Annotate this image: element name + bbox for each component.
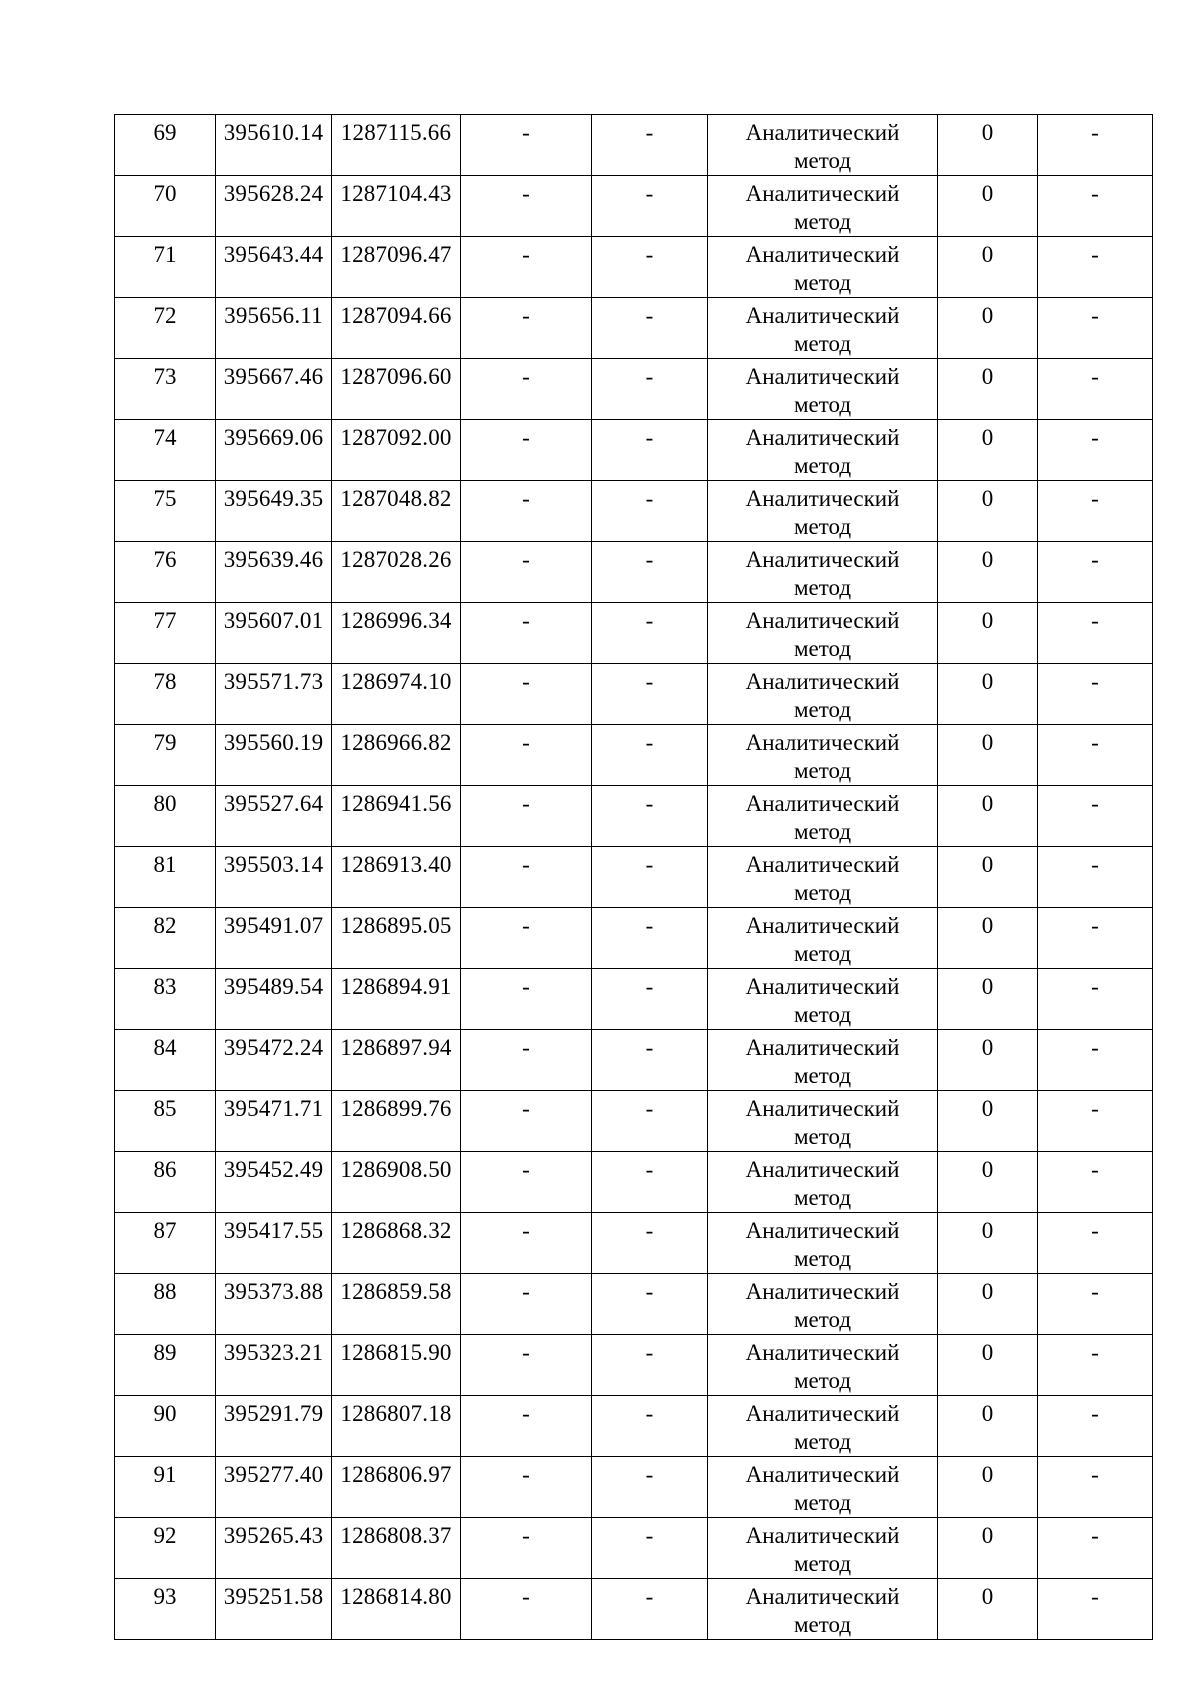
point-number-cell: 72 (115, 298, 216, 359)
point-number-cell: 90 (115, 1396, 216, 1457)
point-number-cell: 75 (115, 481, 216, 542)
dash-cell: - (461, 115, 592, 176)
dash-cell: - (461, 1152, 592, 1213)
method-line-1: Аналитический (745, 852, 900, 877)
value-cell: 0 (938, 542, 1038, 603)
dash-cell: - (1038, 359, 1153, 420)
dash-cell: - (461, 359, 592, 420)
value-cell: 0 (938, 1030, 1038, 1091)
table-row (115, 1091, 1153, 1152)
x-coordinate-cell: 395452.49 (216, 1152, 332, 1213)
dash-cell: - (592, 481, 708, 542)
dash-cell: - (461, 298, 592, 359)
method-cell (708, 1274, 938, 1335)
x-coordinate-cell: 395639.46 (216, 542, 332, 603)
method-line-1: Аналитический (745, 1462, 900, 1487)
method-line-2: метод (793, 392, 852, 417)
method-cell (708, 1396, 938, 1457)
dash-cell: - (592, 542, 708, 603)
dash-cell: - (1038, 420, 1153, 481)
dash-cell: - (592, 1335, 708, 1396)
y-coordinate-cell: 1286899.76 (332, 1091, 461, 1152)
dash-cell: - (461, 1274, 592, 1335)
method-line-2: метод (793, 1551, 852, 1576)
point-number-cell: 83 (115, 969, 216, 1030)
point-number-cell: 76 (115, 542, 216, 603)
method-line-1: Аналитический (745, 1279, 900, 1304)
point-number-cell: 86 (115, 1152, 216, 1213)
method-line-2: метод (793, 575, 852, 600)
table-row (115, 359, 1153, 420)
y-coordinate-cell: 1287028.26 (332, 542, 461, 603)
method-line-2: метод (793, 880, 852, 905)
dash-cell: - (592, 908, 708, 969)
dash-cell: - (592, 725, 708, 786)
method-line-1: Аналитический (745, 364, 900, 389)
point-number-cell: 74 (115, 420, 216, 481)
dash-cell: - (1038, 115, 1153, 176)
table-row (115, 1274, 1153, 1335)
x-coordinate-cell: 395417.55 (216, 1213, 332, 1274)
dash-cell: - (461, 603, 592, 664)
y-coordinate-cell: 1286859.58 (332, 1274, 461, 1335)
method-line-2: метод (793, 1185, 852, 1210)
x-coordinate-cell: 395628.24 (216, 176, 332, 237)
y-coordinate-cell: 1286808.37 (332, 1518, 461, 1579)
value-cell: 0 (938, 1518, 1038, 1579)
value-cell: 0 (938, 1457, 1038, 1518)
dash-cell: - (1038, 1396, 1153, 1457)
value-cell: 0 (938, 786, 1038, 847)
method-cell (708, 725, 938, 786)
dash-cell: - (592, 115, 708, 176)
method-line-1: Аналитический (745, 1035, 900, 1060)
point-number-cell: 73 (115, 359, 216, 420)
x-coordinate-cell: 395503.14 (216, 847, 332, 908)
point-number-cell: 77 (115, 603, 216, 664)
method-cell (708, 1457, 938, 1518)
dash-cell: - (461, 542, 592, 603)
dash-cell: - (592, 1152, 708, 1213)
table-row (115, 786, 1153, 847)
x-coordinate-cell: 395373.88 (216, 1274, 332, 1335)
point-number-cell: 85 (115, 1091, 216, 1152)
y-coordinate-cell: 1286996.34 (332, 603, 461, 664)
method-cell (708, 603, 938, 664)
method-line-1: Аналитический (745, 1218, 900, 1243)
value-cell: 0 (938, 420, 1038, 481)
x-coordinate-cell: 395491.07 (216, 908, 332, 969)
point-number-cell: 93 (115, 1579, 216, 1640)
dash-cell: - (592, 603, 708, 664)
method-line-2: метод (793, 1490, 852, 1515)
dash-cell: - (1038, 786, 1153, 847)
table-row (115, 176, 1153, 237)
dash-cell: - (1038, 481, 1153, 542)
method-cell (708, 1152, 938, 1213)
dash-cell: - (1038, 969, 1153, 1030)
x-coordinate-cell: 395291.79 (216, 1396, 332, 1457)
method-line-1: Аналитический (745, 181, 900, 206)
value-cell: 0 (938, 1396, 1038, 1457)
dash-cell: - (592, 420, 708, 481)
table-row (115, 1335, 1153, 1396)
dash-cell: - (461, 1396, 592, 1457)
method-line-2: метод (793, 1429, 852, 1454)
dash-cell: - (592, 359, 708, 420)
x-coordinate-cell: 395669.06 (216, 420, 332, 481)
dash-cell: - (461, 1091, 592, 1152)
dash-cell: - (1038, 908, 1153, 969)
value-cell: 0 (938, 115, 1038, 176)
method-line-2: метод (793, 1002, 852, 1027)
table-row (115, 1030, 1153, 1091)
dash-cell: - (461, 664, 592, 725)
y-coordinate-cell: 1286868.32 (332, 1213, 461, 1274)
method-cell (708, 359, 938, 420)
point-number-cell: 89 (115, 1335, 216, 1396)
dash-cell: - (461, 786, 592, 847)
method-line-1: Аналитический (745, 547, 900, 572)
dash-cell: - (1038, 237, 1153, 298)
table-row (115, 1213, 1153, 1274)
x-coordinate-cell: 395571.73 (216, 664, 332, 725)
x-coordinate-cell: 395643.44 (216, 237, 332, 298)
point-number-cell: 70 (115, 176, 216, 237)
method-line-2: метод (793, 1612, 852, 1637)
table-row (115, 1518, 1153, 1579)
value-cell: 0 (938, 847, 1038, 908)
value-cell: 0 (938, 1213, 1038, 1274)
dash-cell: - (592, 237, 708, 298)
method-line-2: метод (793, 453, 852, 478)
value-cell: 0 (938, 1579, 1038, 1640)
method-cell (708, 847, 938, 908)
y-coordinate-cell: 1287096.60 (332, 359, 461, 420)
method-line-1: Аналитический (745, 486, 900, 511)
y-coordinate-cell: 1286897.94 (332, 1030, 461, 1091)
x-coordinate-cell: 395560.19 (216, 725, 332, 786)
point-number-cell: 82 (115, 908, 216, 969)
table-row (115, 908, 1153, 969)
method-cell (708, 664, 938, 725)
method-line-1: Аналитический (745, 730, 900, 755)
y-coordinate-cell: 1286966.82 (332, 725, 461, 786)
dash-cell: - (592, 847, 708, 908)
method-cell (708, 1213, 938, 1274)
y-coordinate-cell: 1287048.82 (332, 481, 461, 542)
method-cell (708, 298, 938, 359)
x-coordinate-cell: 395649.35 (216, 481, 332, 542)
method-line-2: метод (793, 331, 852, 356)
method-line-2: метод (793, 697, 852, 722)
y-coordinate-cell: 1287092.00 (332, 420, 461, 481)
method-line-2: метод (793, 1124, 852, 1149)
dash-cell: - (1038, 1579, 1153, 1640)
x-coordinate-cell: 395527.64 (216, 786, 332, 847)
dash-cell: - (1038, 1457, 1153, 1518)
point-number-cell: 69 (115, 115, 216, 176)
value-cell: 0 (938, 298, 1038, 359)
method-line-2: метод (793, 514, 852, 539)
dash-cell: - (1038, 1152, 1153, 1213)
table-row (115, 847, 1153, 908)
method-line-1: Аналитический (745, 913, 900, 938)
dash-cell: - (461, 908, 592, 969)
x-coordinate-cell: 395323.21 (216, 1335, 332, 1396)
dash-cell: - (592, 1396, 708, 1457)
point-number-cell: 87 (115, 1213, 216, 1274)
method-line-1: Аналитический (745, 120, 900, 145)
y-coordinate-cell: 1286974.10 (332, 664, 461, 725)
method-cell (708, 908, 938, 969)
x-coordinate-cell: 395471.71 (216, 1091, 332, 1152)
dash-cell: - (1038, 298, 1153, 359)
dash-cell: - (1038, 1518, 1153, 1579)
method-cell (708, 481, 938, 542)
y-coordinate-cell: 1286913.40 (332, 847, 461, 908)
x-coordinate-cell: 395472.24 (216, 1030, 332, 1091)
dash-cell: - (1038, 542, 1153, 603)
dash-cell: - (1038, 1030, 1153, 1091)
dash-cell: - (592, 1274, 708, 1335)
point-number-cell: 91 (115, 1457, 216, 1518)
dash-cell: - (1038, 176, 1153, 237)
method-line-1: Аналитический (745, 1584, 900, 1609)
dash-cell: - (1038, 1335, 1153, 1396)
dash-cell: - (461, 1457, 592, 1518)
dash-cell: - (1038, 1091, 1153, 1152)
dash-cell: - (592, 298, 708, 359)
method-line-2: метод (793, 758, 852, 783)
method-cell (708, 176, 938, 237)
table-row (115, 969, 1153, 1030)
x-coordinate-cell: 395277.40 (216, 1457, 332, 1518)
dash-cell: - (1038, 847, 1153, 908)
coordinates-table-body (115, 115, 1153, 1640)
y-coordinate-cell: 1286807.18 (332, 1396, 461, 1457)
method-line-2: метод (793, 1368, 852, 1393)
dash-cell: - (1038, 664, 1153, 725)
point-number-cell: 79 (115, 725, 216, 786)
table-row (115, 115, 1153, 176)
dash-cell: - (1038, 1274, 1153, 1335)
method-cell (708, 1030, 938, 1091)
dash-cell: - (461, 847, 592, 908)
dash-cell: - (592, 1213, 708, 1274)
dash-cell: - (461, 176, 592, 237)
method-cell (708, 1579, 938, 1640)
method-line-2: метод (793, 270, 852, 295)
value-cell: 0 (938, 1274, 1038, 1335)
value-cell: 0 (938, 176, 1038, 237)
method-line-2: метод (793, 1246, 852, 1271)
dash-cell: - (592, 1091, 708, 1152)
dash-cell: - (461, 481, 592, 542)
method-line-2: метод (793, 636, 852, 661)
table-row (115, 1579, 1153, 1640)
method-line-1: Аналитический (745, 974, 900, 999)
table-row (115, 298, 1153, 359)
table-row (115, 1152, 1153, 1213)
method-line-1: Аналитический (745, 1340, 900, 1365)
x-coordinate-cell: 395265.43 (216, 1518, 332, 1579)
table-row (115, 1396, 1153, 1457)
dash-cell: - (1038, 725, 1153, 786)
value-cell: 0 (938, 1152, 1038, 1213)
dash-cell: - (592, 1030, 708, 1091)
value-cell: 0 (938, 725, 1038, 786)
point-number-cell: 92 (115, 1518, 216, 1579)
point-number-cell: 80 (115, 786, 216, 847)
dash-cell: - (592, 1457, 708, 1518)
dash-cell: - (1038, 1213, 1153, 1274)
dash-cell: - (461, 237, 592, 298)
method-cell (708, 1518, 938, 1579)
value-cell: 0 (938, 969, 1038, 1030)
y-coordinate-cell: 1286806.97 (332, 1457, 461, 1518)
dash-cell: - (461, 969, 592, 1030)
y-coordinate-cell: 1286894.91 (332, 969, 461, 1030)
y-coordinate-cell: 1286941.56 (332, 786, 461, 847)
method-cell (708, 115, 938, 176)
point-number-cell: 71 (115, 237, 216, 298)
method-line-2: метод (793, 1307, 852, 1332)
dash-cell: - (592, 176, 708, 237)
method-cell (708, 1091, 938, 1152)
method-line-1: Аналитический (745, 608, 900, 633)
table-row (115, 237, 1153, 298)
method-cell (708, 969, 938, 1030)
method-line-1: Аналитический (745, 1157, 900, 1182)
method-line-1: Аналитический (745, 1401, 900, 1426)
dash-cell: - (461, 1030, 592, 1091)
method-line-2: метод (793, 1063, 852, 1088)
x-coordinate-cell: 395489.54 (216, 969, 332, 1030)
method-line-1: Аналитический (745, 303, 900, 328)
table-row (115, 664, 1153, 725)
y-coordinate-cell: 1286908.50 (332, 1152, 461, 1213)
method-line-1: Аналитический (745, 242, 900, 267)
dash-cell: - (461, 1213, 592, 1274)
table-row (115, 725, 1153, 786)
x-coordinate-cell: 395251.58 (216, 1579, 332, 1640)
method-cell (708, 542, 938, 603)
y-coordinate-cell: 1286895.05 (332, 908, 461, 969)
dash-cell: - (461, 420, 592, 481)
point-number-cell: 81 (115, 847, 216, 908)
method-cell (708, 237, 938, 298)
method-line-1: Аналитический (745, 425, 900, 450)
dash-cell: - (461, 1579, 592, 1640)
y-coordinate-cell: 1287115.66 (332, 115, 461, 176)
value-cell: 0 (938, 603, 1038, 664)
dash-cell: - (592, 1579, 708, 1640)
value-cell: 0 (938, 908, 1038, 969)
table-row (115, 542, 1153, 603)
table-row (115, 420, 1153, 481)
dash-cell: - (461, 725, 592, 786)
method-line-2: метод (793, 819, 852, 844)
method-line-1: Аналитический (745, 1096, 900, 1121)
x-coordinate-cell: 395610.14 (216, 115, 332, 176)
y-coordinate-cell: 1287094.66 (332, 298, 461, 359)
value-cell: 0 (938, 481, 1038, 542)
method-line-1: Аналитический (745, 1523, 900, 1548)
method-line-2: метод (793, 148, 852, 173)
method-cell (708, 786, 938, 847)
dash-cell: - (461, 1518, 592, 1579)
value-cell: 0 (938, 664, 1038, 725)
x-coordinate-cell: 395607.01 (216, 603, 332, 664)
table-row (115, 481, 1153, 542)
y-coordinate-cell: 1287104.43 (332, 176, 461, 237)
value-cell: 0 (938, 1091, 1038, 1152)
method-line-2: метод (793, 941, 852, 966)
dash-cell: - (461, 1335, 592, 1396)
point-number-cell: 84 (115, 1030, 216, 1091)
dash-cell: - (1038, 603, 1153, 664)
y-coordinate-cell: 1286815.90 (332, 1335, 461, 1396)
table-row (115, 603, 1153, 664)
value-cell: 0 (938, 1335, 1038, 1396)
point-number-cell: 88 (115, 1274, 216, 1335)
value-cell: 0 (938, 237, 1038, 298)
method-cell (708, 1335, 938, 1396)
dash-cell: - (592, 1518, 708, 1579)
dash-cell: - (592, 969, 708, 1030)
dash-cell: - (592, 664, 708, 725)
method-line-1: Аналитический (745, 791, 900, 816)
point-number-cell: 78 (115, 664, 216, 725)
coordinates-table (114, 114, 1153, 1640)
method-cell (708, 420, 938, 481)
x-coordinate-cell: 395667.46 (216, 359, 332, 420)
x-coordinate-cell: 395656.11 (216, 298, 332, 359)
table-row (115, 1457, 1153, 1518)
y-coordinate-cell: 1286814.80 (332, 1579, 461, 1640)
method-line-2: метод (793, 209, 852, 234)
method-line-1: Аналитический (745, 669, 900, 694)
value-cell: 0 (938, 359, 1038, 420)
dash-cell: - (592, 786, 708, 847)
y-coordinate-cell: 1287096.47 (332, 237, 461, 298)
